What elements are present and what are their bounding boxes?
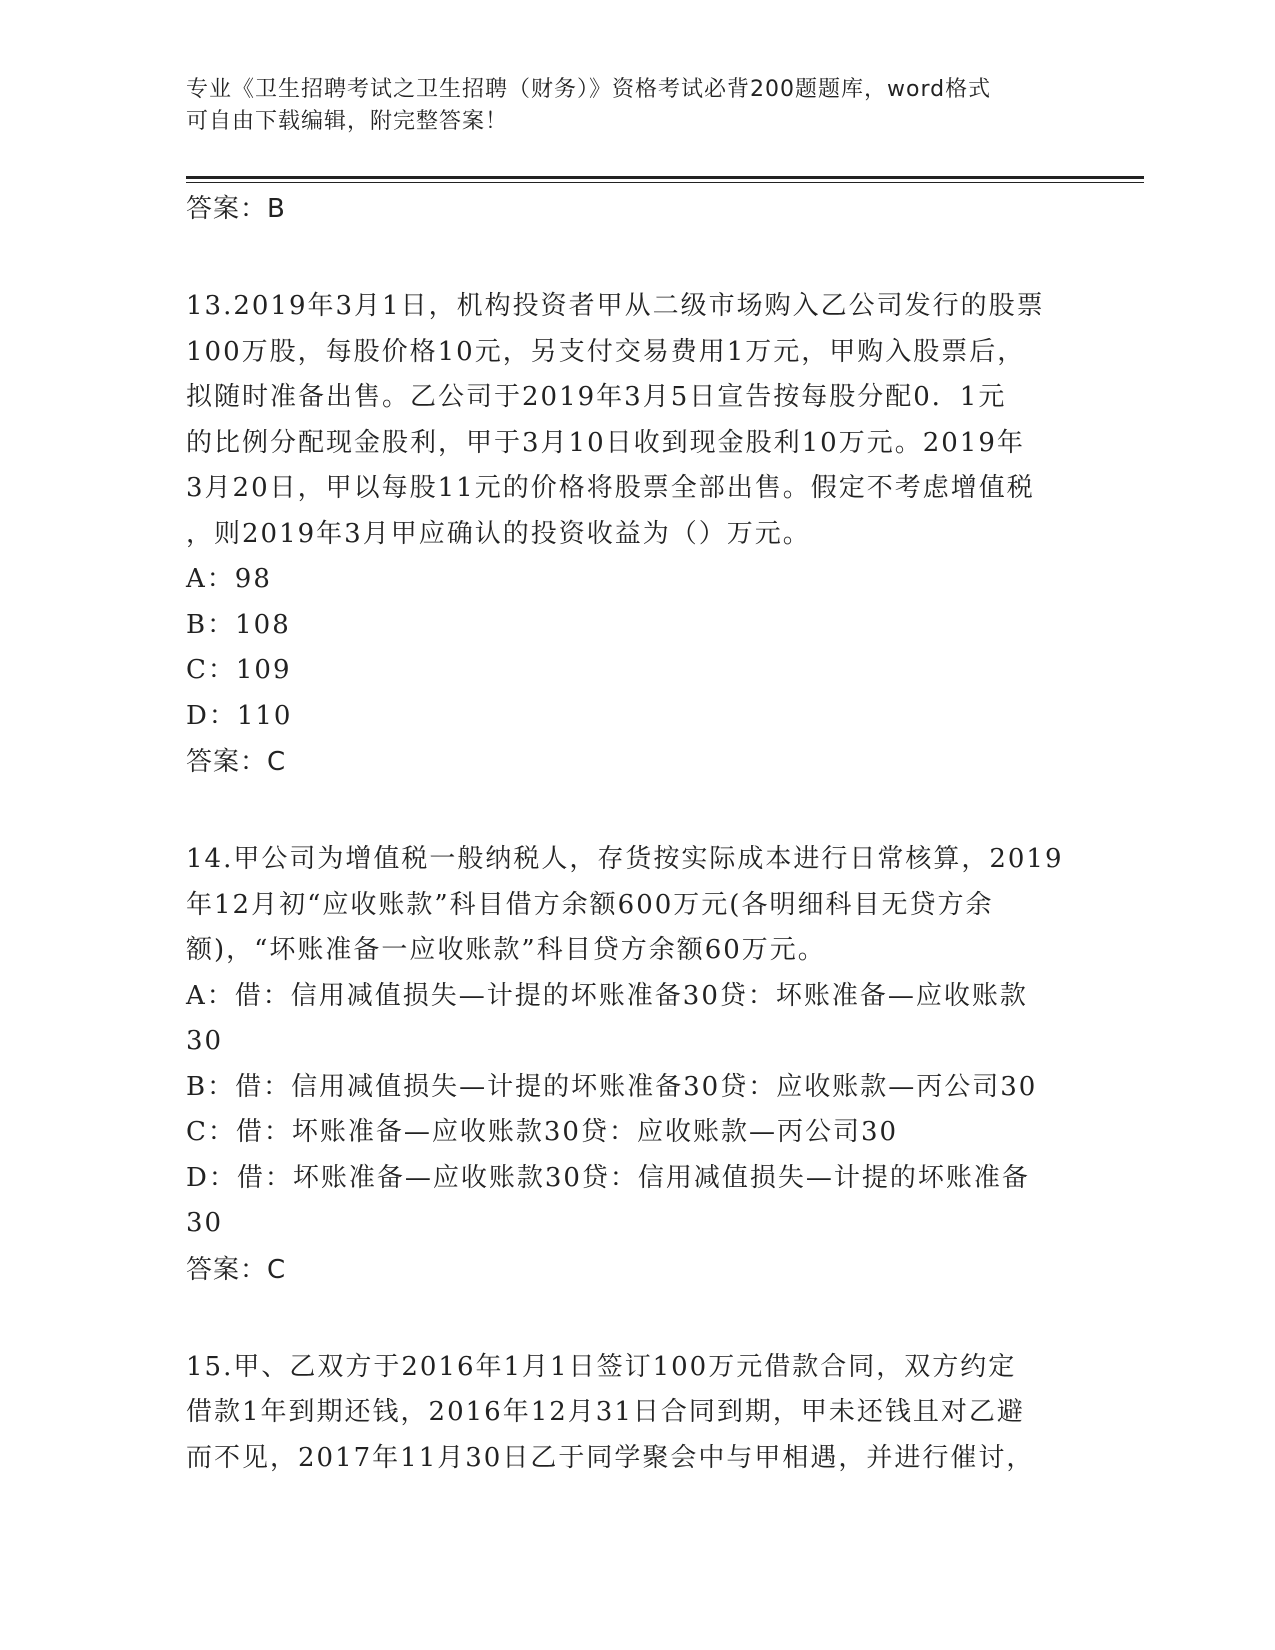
- option-b: B：借：信用减值损失—计提的坏账准备30贷：应收账款—丙公司30: [186, 1071, 1038, 1102]
- page-header: [186, 74, 1066, 138]
- answer-label: 答案：C: [186, 747, 287, 777]
- question-text-line: 年12月初“应收账款”科目借方余额600万元(各明细科目无贷方余: [186, 889, 994, 920]
- question-text-line: 14.甲公司为增值税一般纳税人，存货按实际成本进行日常核算，2019: [186, 844, 1064, 874]
- answer-label: 答案：C: [186, 1254, 287, 1285]
- question-text-line: 拟随时准备出售。乙公司于2019年3月5日宣告按每股分配0．1元: [186, 382, 1007, 412]
- question-13: [186, 284, 1086, 785]
- header-rule-thin: [186, 182, 1144, 183]
- option-a: A：借：信用减值损失—计提的坏账准备30贷：坏账准备—应收账款: [186, 980, 1028, 1011]
- option-c: C：借：坏账准备—应收账款30贷：应收账款—丙公司30: [186, 1117, 899, 1147]
- spacer: [186, 1293, 1086, 1345]
- question-text-line: 而不见，2017年11月30日乙于同学聚会中与甲相遇，并进行催讨，: [186, 1442, 1035, 1473]
- question-text-line: 3月20日，甲以每股11元的价格将股票全部出售。假定不考虑增值税: [186, 473, 1035, 503]
- header-title-line-2: 可自由下载编辑，附完整答案！: [186, 109, 509, 134]
- header-title-line-1: 专业《卫生招聘考试之卫生招聘（财务）》资格考试必背200题题库，word格式: [186, 77, 992, 102]
- spacer: [186, 232, 1086, 284]
- question-15: [186, 1345, 1086, 1482]
- option-d: D：借：坏账准备—应收账款30贷：信用减值损失—计提的坏账准备: [186, 1162, 1030, 1193]
- question-text-line: 13.2019年3月1日，机构投资者甲从二级市场购入乙公司发行的股票: [186, 291, 1045, 321]
- question-text-line: 的比例分配现金股利，甲于3月10日收到现金股利10万元。2019年: [186, 427, 1025, 458]
- option-b: B：108: [186, 609, 291, 640]
- document-body: [186, 186, 1086, 1481]
- question-text-line: 100万股，每股价格10元，另支付交易费用1万元，甲购入股票后，: [186, 336, 1026, 367]
- question-14: [186, 837, 1086, 1293]
- answer-block: [186, 186, 1086, 232]
- question-text-line: ，则2019年3月甲应确认的投资收益为（）万元。: [186, 518, 811, 549]
- option-a-continued: 30: [186, 1026, 224, 1056]
- header-rule-thick: [186, 176, 1144, 179]
- option-a: A：98: [186, 564, 272, 594]
- option-d-continued: 30: [186, 1208, 224, 1238]
- question-text-line: 15.甲、乙双方于2016年1月1日签订100万元借款合同，双方约定: [186, 1351, 1017, 1382]
- option-c: C：109: [186, 655, 292, 685]
- answer-label: 答案：B: [186, 194, 286, 224]
- question-text-line: 借款1年到期还钱，2016年12月31日合同到期，甲未还钱且对乙避: [186, 1397, 1025, 1427]
- question-text-line: 额)，“坏账准备一应收账款”科目贷方余额60万元。: [186, 935, 826, 965]
- option-d: D：110: [186, 700, 293, 731]
- spacer: [186, 785, 1086, 837]
